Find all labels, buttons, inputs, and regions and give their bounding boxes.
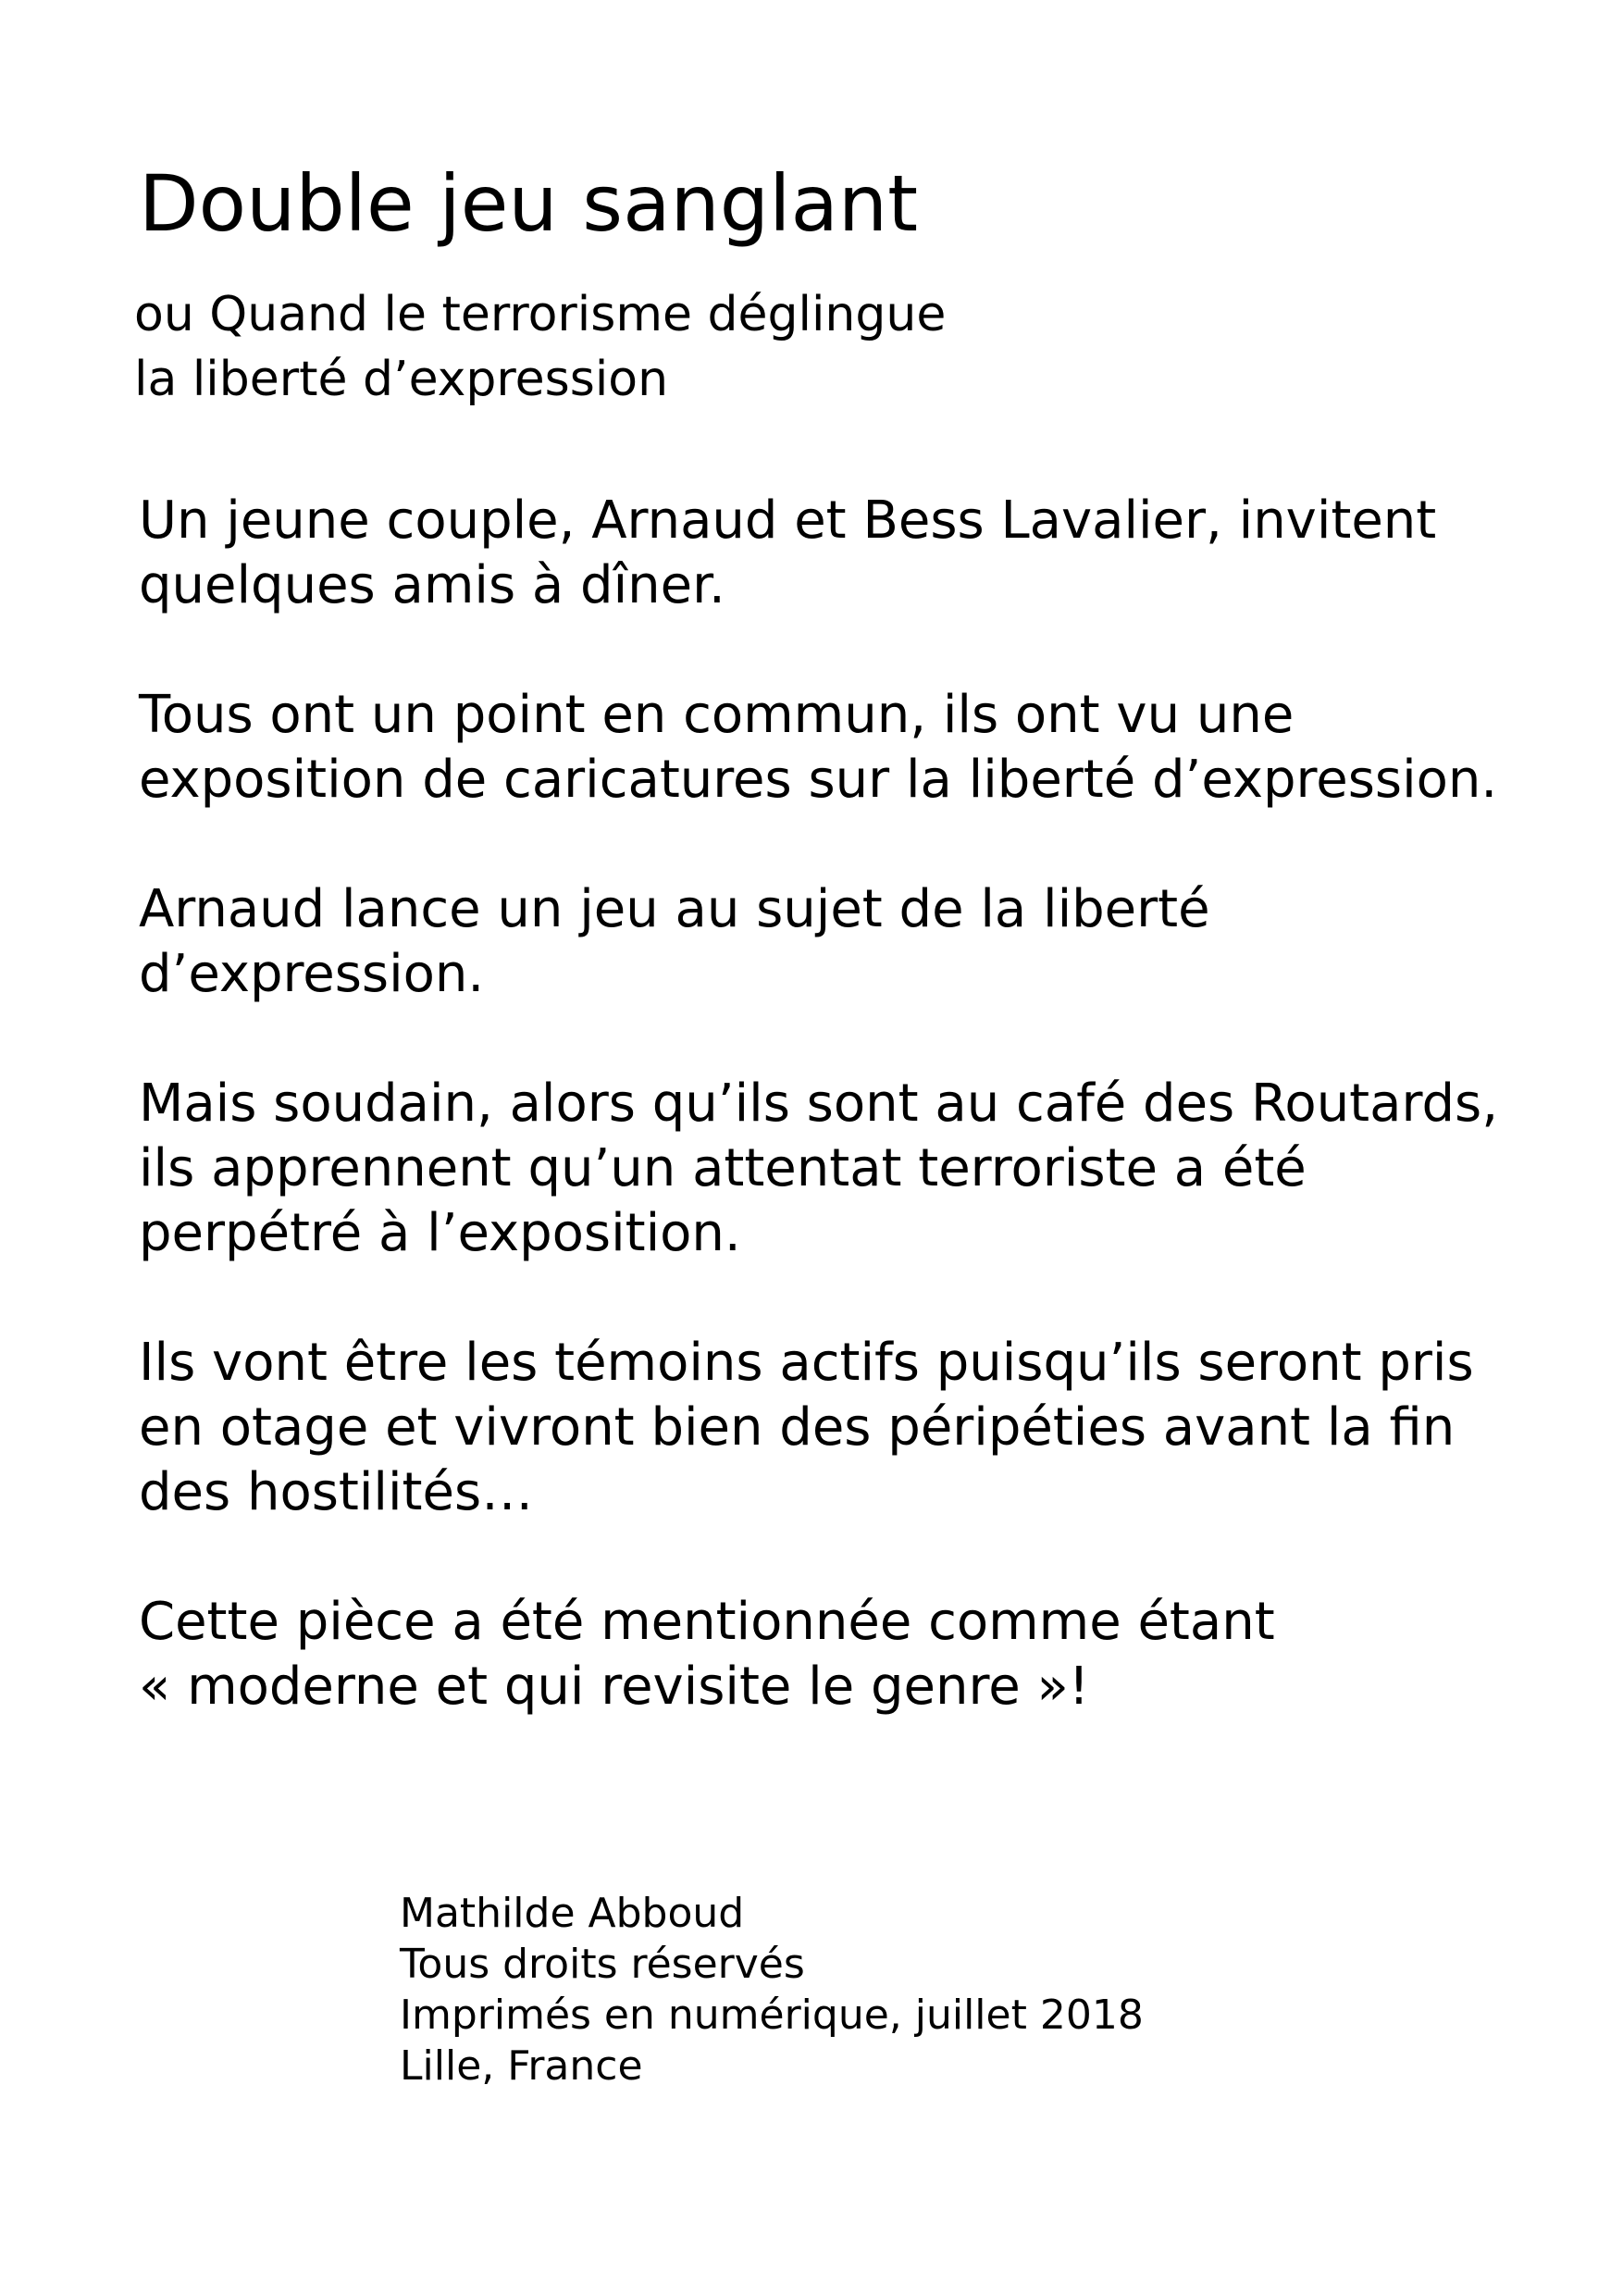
location: Lille, France (400, 2042, 643, 2090)
synopsis-paragraph (139, 877, 1582, 1007)
paragraph-line: Arnaud lance un jeu au sujet de la liberté (139, 879, 1210, 939)
paragraph-line: Un jeune couple, Arnaud et Bess Lavalier, invitent (139, 490, 1437, 551)
paragraph-line: Ils vont être les témoins actifs puisqu’ils seront pris (139, 1333, 1474, 1393)
paragraph-line: perpétré à l’exposition. (139, 1203, 741, 1263)
paragraph-line: Cette pièce a été mentionnée comme étant (139, 1592, 1275, 1652)
paragraph-line: Tous ont un point en commun, ils ont vu une (139, 685, 1295, 745)
synopsis-paragraph (139, 683, 1582, 813)
paragraph-line: exposition de caricatures sur la liberté d’expression. (139, 750, 1498, 810)
paragraph-line: d’expression. (139, 944, 485, 1004)
rights-notice: Tous droits réservés (400, 1941, 805, 1988)
synopsis-paragraph (139, 489, 1582, 618)
printing-note: Imprimés en numérique, juillet 2018 (400, 1992, 1144, 2039)
synopsis-paragraph (139, 1331, 1582, 1525)
paragraph-line: quelques amis à dîner. (139, 555, 725, 615)
subtitle-line: la liberté d’expression (134, 352, 669, 407)
document-title: Double jeu sanglant (139, 158, 919, 249)
credits-block (400, 1888, 1144, 2091)
document-subtitle (134, 282, 946, 412)
synopsis-paragraph (139, 1590, 1582, 1719)
paragraph-line: des hostilités… (139, 1462, 534, 1522)
subtitle-line: ou Quand le terrorisme déglingue (134, 287, 947, 342)
author-name: Mathilde Abboud (400, 1890, 745, 1937)
synopsis-paragraph (139, 1072, 1582, 1266)
synopsis-body (139, 489, 1582, 1784)
paragraph-line: en otage et vivront bien des péripéties avant la fin (139, 1397, 1456, 1458)
paragraph-line: « moderne et qui revisite le genre »! (139, 1657, 1090, 1717)
paragraph-line: Mais soudain, alors qu’ils sont au café des Routards, (139, 1074, 1499, 1134)
paragraph-line: ils apprennent qu’un attentat terroriste a été (139, 1138, 1307, 1198)
